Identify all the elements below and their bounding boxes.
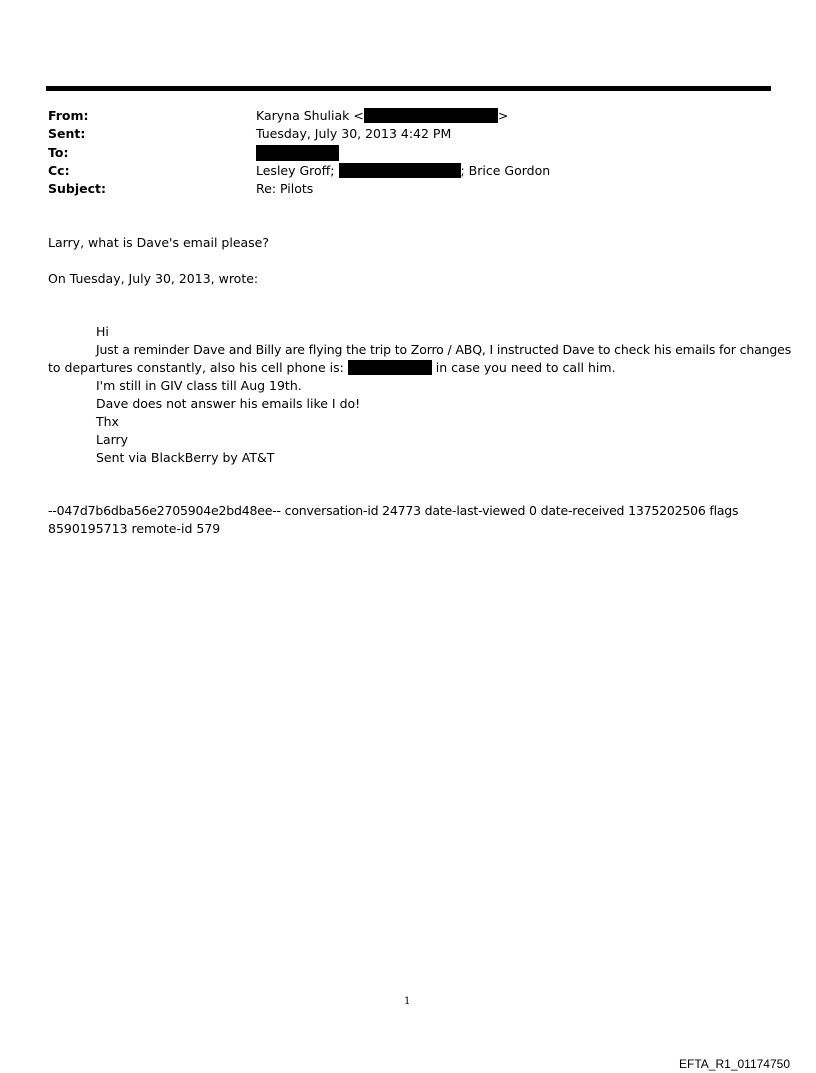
- body-line-2: On Tuesday, July 30, 2013, wrote:: [48, 271, 259, 286]
- quoted-para-1b: [48, 360, 616, 375]
- quoted-line-7: Sent via BlackBerry by AT&T: [96, 450, 275, 465]
- quoted-para-1b-end: in case you need to call him.: [435, 360, 616, 375]
- subject-label: Subject:: [48, 181, 106, 196]
- quoted-line-3: I'm still in GIV class till Aug 19th.: [96, 378, 302, 393]
- page-number: 1: [404, 996, 411, 1007]
- from-name: Karyna Shuliak <: [256, 108, 364, 123]
- sent-value: Tuesday, July 30, 2013 4:42 PM: [256, 126, 452, 141]
- quoted-para-1b-start: to departures constantly, also his cell phone is:: [48, 360, 344, 375]
- from-close: >: [497, 108, 509, 123]
- from-label: From:: [48, 108, 89, 123]
- from-value: [256, 108, 508, 123]
- cc-first: Lesley Groff;: [256, 163, 335, 178]
- quoted-line-6: Larry: [96, 432, 129, 447]
- redaction-box: [348, 360, 432, 375]
- redaction-box: [339, 163, 461, 178]
- sent-label: Sent:: [48, 126, 86, 141]
- quoted-line-4: Dave does not answer his emails like I do!: [96, 396, 361, 411]
- meta-line-2: 8590195713 remote-id 579: [48, 521, 221, 536]
- header-rule: [46, 86, 771, 91]
- cc-value: [256, 163, 550, 178]
- to-label: To:: [48, 145, 69, 160]
- bates-number: EFTA_R1_01174750: [679, 1057, 790, 1071]
- quoted-line-5: Thx: [96, 414, 119, 429]
- subject-value: Re: Pilots: [256, 181, 314, 196]
- redaction-box: [364, 108, 498, 123]
- cc-label: Cc:: [48, 163, 70, 178]
- meta-line-1: --047d7b6dba56e2705904e2bd48ee-- conversation-id 24773 date-last-viewed 0 date-received 1375202506 flags: [48, 503, 739, 518]
- cc-last: ; Brice Gordon: [460, 163, 551, 178]
- body-line-1: Larry, what is Dave's email please?: [48, 235, 270, 250]
- quoted-para-1a: Just a reminder Dave and Billy are flying the trip to Zorro / ABQ, I instructed Dave to check his emails for changes: [96, 342, 792, 357]
- to-value: [256, 145, 339, 161]
- redaction-box: [256, 145, 339, 161]
- quoted-hi: Hi: [96, 324, 109, 339]
